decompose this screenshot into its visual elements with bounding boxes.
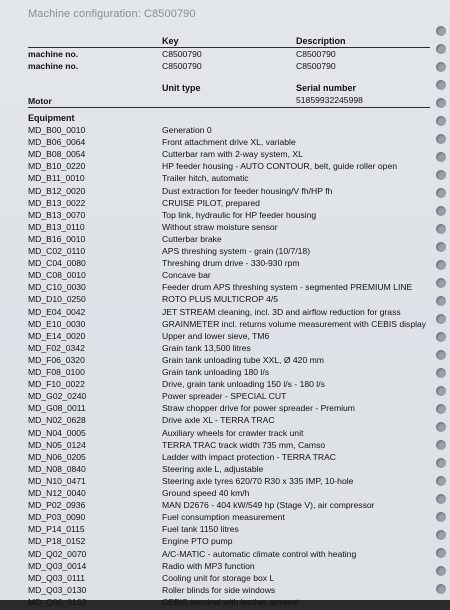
equipment-description: Upper and lower sieve, TM6 xyxy=(162,330,270,341)
equipment-row xyxy=(28,210,428,223)
equipment-row xyxy=(28,585,428,598)
binder-hole xyxy=(436,242,446,252)
equipment-description: Radio with MP3 function xyxy=(162,560,255,571)
equipment-row xyxy=(28,549,428,562)
machine-row-key: C8500790 xyxy=(162,49,202,59)
equipment-description: MAN D2676 - 404 kW/549 hp (Stage V), air compressor xyxy=(162,500,375,511)
machine-row-key: C8500790 xyxy=(162,61,202,71)
equipment-code: MD_N12_0040 xyxy=(28,488,86,498)
binder-hole xyxy=(436,350,446,360)
equipment-code: MD_B11_0010 xyxy=(28,173,85,184)
equipment-description: CEBIS terminal with leather armrest xyxy=(162,596,299,607)
equipment-code: MD_F08_0100 xyxy=(28,367,85,377)
equipment-code: MD_P14_0115 xyxy=(28,524,85,535)
equipment-code: MD_F02_0342 xyxy=(28,342,85,353)
equipment-code: MD_C04_0080 xyxy=(28,258,86,269)
equipment-code: MD_Q06_0163 xyxy=(28,596,87,607)
equipment-row xyxy=(28,355,428,368)
table-divider xyxy=(28,47,430,48)
equipment-description: Roller blinds for side windows xyxy=(162,584,276,595)
equipment-description: Ground speed 40 km/h xyxy=(162,488,250,498)
equipment-row xyxy=(28,464,428,477)
equipment-code: MD_N06_0205 xyxy=(28,451,86,462)
equipment-description: Fuel tank 1150 litres xyxy=(162,524,239,535)
equipment-code: MD_C08_0010 xyxy=(28,270,86,281)
equipment-code: MD_E04_0042 xyxy=(28,306,86,317)
equipment-row xyxy=(28,270,428,283)
equipment-code: MD_Q03_0014 xyxy=(28,560,87,571)
equipment-row xyxy=(28,440,428,453)
equipment-row xyxy=(28,403,428,416)
equipment-row xyxy=(28,561,428,574)
equipment-row xyxy=(28,415,428,428)
binder-hole xyxy=(436,26,446,36)
binder-hole xyxy=(436,548,446,558)
equipment-code: MD_E10_0030 xyxy=(28,318,86,329)
equipment-description: Cutterbar ram with 2-way system, XL xyxy=(162,149,303,160)
machine-row-label: machine no. xyxy=(28,49,79,59)
equipment-description: Generation 0 xyxy=(162,125,212,135)
equipment-description: ROTO PLUS MULTICROP 4/5 xyxy=(162,294,279,305)
equipment-code: MD_B10_0220 xyxy=(28,161,86,172)
binder-hole xyxy=(436,332,446,342)
equipment-description: Feeder drum APS threshing system - segmented PREMIUM LINE xyxy=(162,282,413,293)
equipment-description: Power spreader - SPECIAL CUT xyxy=(162,391,287,402)
binder-hole xyxy=(436,584,446,594)
motor-label: Motor xyxy=(28,96,52,106)
equipment-row xyxy=(28,524,428,537)
equipment-code: MD_Q02_0070 xyxy=(28,548,87,559)
equipment-code: MD_F06_0320 xyxy=(28,354,85,365)
equipment-row xyxy=(28,367,428,380)
equipment-row xyxy=(28,173,428,186)
equipment-description: Without straw moisture sensor xyxy=(162,221,278,232)
binder-hole xyxy=(436,62,446,72)
motor-serial-number: 51859932245998 xyxy=(296,95,363,105)
equipment-row xyxy=(28,149,428,162)
binder-hole xyxy=(436,458,446,468)
equipment-code: MD_P02_0936 xyxy=(28,500,86,511)
equipment-row xyxy=(28,512,428,525)
equipment-description: Grain tank 13,500 litres xyxy=(162,342,251,353)
equipment-code: MD_B08_0054 xyxy=(28,149,86,160)
equipment-code: MD_B13_0110 xyxy=(28,221,85,232)
equipment-description: Threshing drum drive - 330-930 rpm xyxy=(162,258,300,269)
equipment-code: MD_B13_0022 xyxy=(28,197,86,208)
equipment-description: Grain tank unloading 180 l/s xyxy=(162,367,270,377)
equipment-description: Concave bar xyxy=(162,270,211,281)
binder-hole xyxy=(436,368,446,378)
binder-hole xyxy=(436,404,446,414)
equipment-code: MD_N02_0628 xyxy=(28,415,86,426)
equipment-description: Auxiliary wheels for crawler track unit xyxy=(162,427,304,438)
equipment-code: MD_P18_0152 xyxy=(28,536,86,547)
equipment-description: Drive, grain tank unloading 150 l/s - 180 l/s xyxy=(162,379,325,390)
binder-hole xyxy=(436,530,446,540)
equipment-description: Drive axle XL - TERRA TRAC xyxy=(162,415,275,426)
equipment-row xyxy=(28,246,428,259)
equipment-description: Front attachment drive XL, variable xyxy=(162,137,296,148)
equipment-row xyxy=(28,125,428,138)
equipment-code: MD_B16_0010 xyxy=(28,233,86,244)
equipment-code: MD_E14_0020 xyxy=(28,330,86,341)
equipment-code: MD_N10_0471 xyxy=(28,475,86,486)
equipment-description: Top link, hydraulic for HP feeder housing xyxy=(162,209,317,220)
equipment-row xyxy=(28,161,428,174)
equipment-description: Fuel consumption measurement xyxy=(162,512,285,523)
equipment-code: MD_B13_0070 xyxy=(28,209,86,220)
equipment-row xyxy=(28,198,428,211)
equipment-row xyxy=(28,307,428,320)
equipment-description: GRAINMETER incl. returns volume measurement with CEBIS display xyxy=(162,318,427,329)
equipment-description: APS threshing system - grain (10/7/18) xyxy=(162,246,311,256)
equipment-code: MD_N05_0124 xyxy=(28,439,86,450)
binder-hole xyxy=(436,134,446,144)
page-title: Machine configuration: C8500790 xyxy=(28,8,196,20)
binder-hole xyxy=(436,566,446,576)
equipment-description: CRUISE PILOT, prepared xyxy=(162,197,260,208)
equipment-description: Engine PTO pump xyxy=(162,536,233,547)
equipment-description: Straw chopper drive for power spreader - Premium xyxy=(162,403,355,414)
table-divider xyxy=(28,107,430,108)
equipment-code: MD_Q03_0111 xyxy=(28,572,86,583)
equipment-code: MD_C02_0110 xyxy=(28,246,86,256)
equipment-row xyxy=(28,258,428,271)
equipment-code: MD_B06_0064 xyxy=(28,137,86,148)
equipment-row xyxy=(28,452,428,465)
binder-hole xyxy=(436,296,446,306)
equipment-description: Dust extraction for feeder housing/V fh/HP fh xyxy=(162,185,333,196)
equipment-code: MD_P03_0090 xyxy=(28,512,86,523)
equipment-row xyxy=(28,331,428,344)
binder-hole xyxy=(436,98,446,108)
equipment-row xyxy=(28,282,428,295)
column-header-unit-type: Unit type xyxy=(162,83,201,93)
equipment-row xyxy=(28,488,428,501)
equipment-description: A/C-MATIC - automatic climate control with heating xyxy=(162,548,357,559)
equipment-row xyxy=(28,343,428,356)
equipment-code: MD_N08_0840 xyxy=(28,463,86,474)
equipment-description: Steering axle tyres 620/70 R30 x 335 IMP, 10-hole xyxy=(162,475,354,486)
binder-hole xyxy=(436,314,446,324)
equipment-code: MD_F10_0022 xyxy=(28,379,85,390)
equipment-row xyxy=(28,186,428,199)
equipment-description: Steering axle L, adjustable xyxy=(162,463,264,474)
equipment-row xyxy=(28,319,428,332)
equipment-code: MD_C10_0030 xyxy=(28,282,86,293)
equipment-row xyxy=(28,294,428,307)
machine-row-description: C8500790 xyxy=(296,49,336,59)
binder-hole xyxy=(436,278,446,288)
equipment-code: MD_N04_0005 xyxy=(28,427,86,438)
equipment-description: Cutterbar brake xyxy=(162,233,222,244)
binder-hole xyxy=(436,44,446,54)
equipment-code: MD_B00_0010 xyxy=(28,125,86,135)
machine-row-description: C8500790 xyxy=(296,61,336,71)
equipment-row xyxy=(28,500,428,513)
equipment-description: TERRA TRAC track width 735 mm, Camso xyxy=(162,439,326,450)
binder-hole xyxy=(436,116,446,126)
binder-hole xyxy=(436,386,446,396)
binder-hole xyxy=(436,170,446,180)
machine-row-label: machine no. xyxy=(28,61,79,71)
equipment-description: Trailer hitch, automatic xyxy=(162,173,249,184)
equipment-code: MD_G02_0240 xyxy=(28,391,87,402)
equipment-row xyxy=(28,391,428,404)
binder-hole xyxy=(436,224,446,234)
equipment-code: MD_Q03_0130 xyxy=(28,584,87,595)
equipment-description: HP feeder housing - AUTO CONTOUR, belt, guide roller open xyxy=(162,161,398,172)
equipment-code: MD_D10_0250 xyxy=(28,294,86,305)
equipment-row xyxy=(28,476,428,489)
equipment-row xyxy=(28,137,428,150)
equipment-row xyxy=(28,573,428,586)
equipment-row xyxy=(28,222,428,235)
equipment-row xyxy=(28,379,428,392)
binder-hole xyxy=(436,152,446,162)
column-header-serial-number: Serial number xyxy=(296,83,357,93)
equipment-row xyxy=(28,234,428,247)
equipment-description: Ladder with impact protection - TERRA TRAC xyxy=(162,451,337,462)
binder-hole xyxy=(436,80,446,90)
equipment-row xyxy=(28,536,428,549)
column-header-key: Key xyxy=(162,36,179,46)
equipment-description: Grain tank unloading tube XXL, Ø 420 mm xyxy=(162,354,324,365)
equipment-row xyxy=(28,428,428,441)
binder-hole xyxy=(436,188,446,198)
binder-hole xyxy=(436,476,446,486)
equipment-code: MD_B12_0020 xyxy=(28,185,86,196)
binder-hole xyxy=(436,494,446,504)
binder-hole xyxy=(436,512,446,522)
equipment-description: JET STREAM cleaning, incl. 3D and airflow reduction for grass xyxy=(162,306,401,317)
equipment-heading: Equipment xyxy=(28,113,75,123)
column-header-description: Description xyxy=(296,36,346,46)
binder-hole xyxy=(436,422,446,432)
binder-hole xyxy=(436,260,446,270)
binder-hole xyxy=(436,440,446,450)
equipment-row xyxy=(28,597,428,610)
equipment-code: MD_G08_0011 xyxy=(28,403,86,414)
binder-holes xyxy=(434,0,446,600)
binder-hole xyxy=(436,206,446,216)
equipment-description: Cooling unit for storage box L xyxy=(162,572,275,583)
